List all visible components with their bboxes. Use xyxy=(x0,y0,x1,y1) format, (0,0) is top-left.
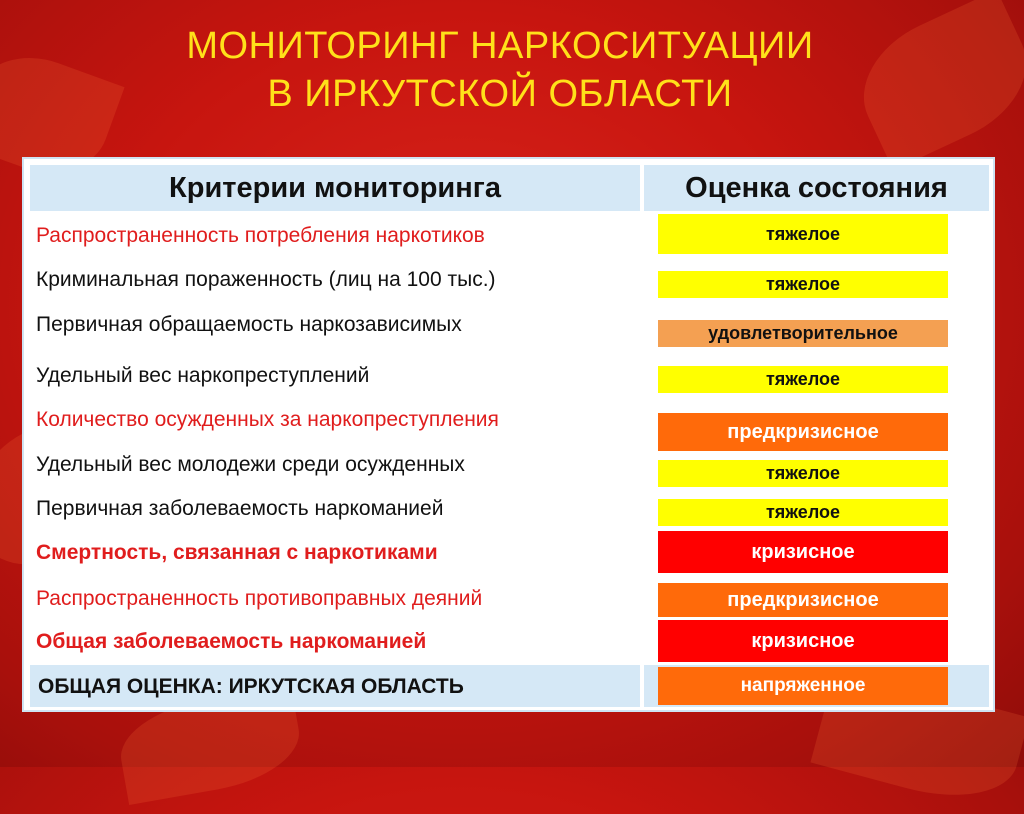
assessment-badge: тяжелое xyxy=(658,499,948,526)
criterion-label: Количество осужденных за наркопреступления xyxy=(36,408,499,431)
page-title xyxy=(0,22,1000,118)
assessment-badge: тяжелое xyxy=(658,214,948,254)
criterion-label: Удельный вес молодежи среди осужденных xyxy=(36,453,465,476)
assessment-badge: кризисное xyxy=(658,620,948,662)
title-line-2: В ИРКУТСКОЙ ОБЛАСТИ xyxy=(267,73,733,115)
title-line-1: МОНИТОРИНГ НАРКОСИТУАЦИИ xyxy=(186,25,814,67)
criterion-label: Смертность, связанная с наркотиками xyxy=(36,541,438,564)
header-criteria: Критерии мониторинга xyxy=(30,165,640,211)
assessment-badge: тяжелое xyxy=(658,271,948,298)
assessment-badge: кризисное xyxy=(658,531,948,573)
assessment-badge: предкризисное xyxy=(658,583,948,617)
criterion-label: Первичная обращаемость наркозависимых xyxy=(36,313,462,336)
header-assessment: Оценка состояния xyxy=(644,165,989,211)
criterion-label: Общая заболеваемость наркоманией xyxy=(36,630,427,653)
monitoring-table xyxy=(22,157,995,712)
assessment-badge: тяжелое xyxy=(658,460,948,487)
criterion-label: Распространенность потребления наркотиков xyxy=(36,224,485,247)
criterion-label: Распространенность противоправных деяний xyxy=(36,587,483,610)
assessment-badge: удовлетворительное xyxy=(658,320,948,347)
assessment-badge: тяжелое xyxy=(658,366,948,393)
criterion-label: Удельный вес наркопреступлений xyxy=(36,364,370,387)
total-label: ОБЩАЯ ОЦЕНКА: ИРКУТСКАЯ ОБЛАСТЬ xyxy=(38,675,464,698)
assessment-badge: предкризисное xyxy=(658,413,948,451)
criterion-label: Первичная заболеваемость наркоманией xyxy=(36,497,444,520)
total-assessment-badge: напряженное xyxy=(658,667,948,705)
criterion-label: Криминальная пораженность (лиц на 100 тыс.) xyxy=(36,268,496,291)
